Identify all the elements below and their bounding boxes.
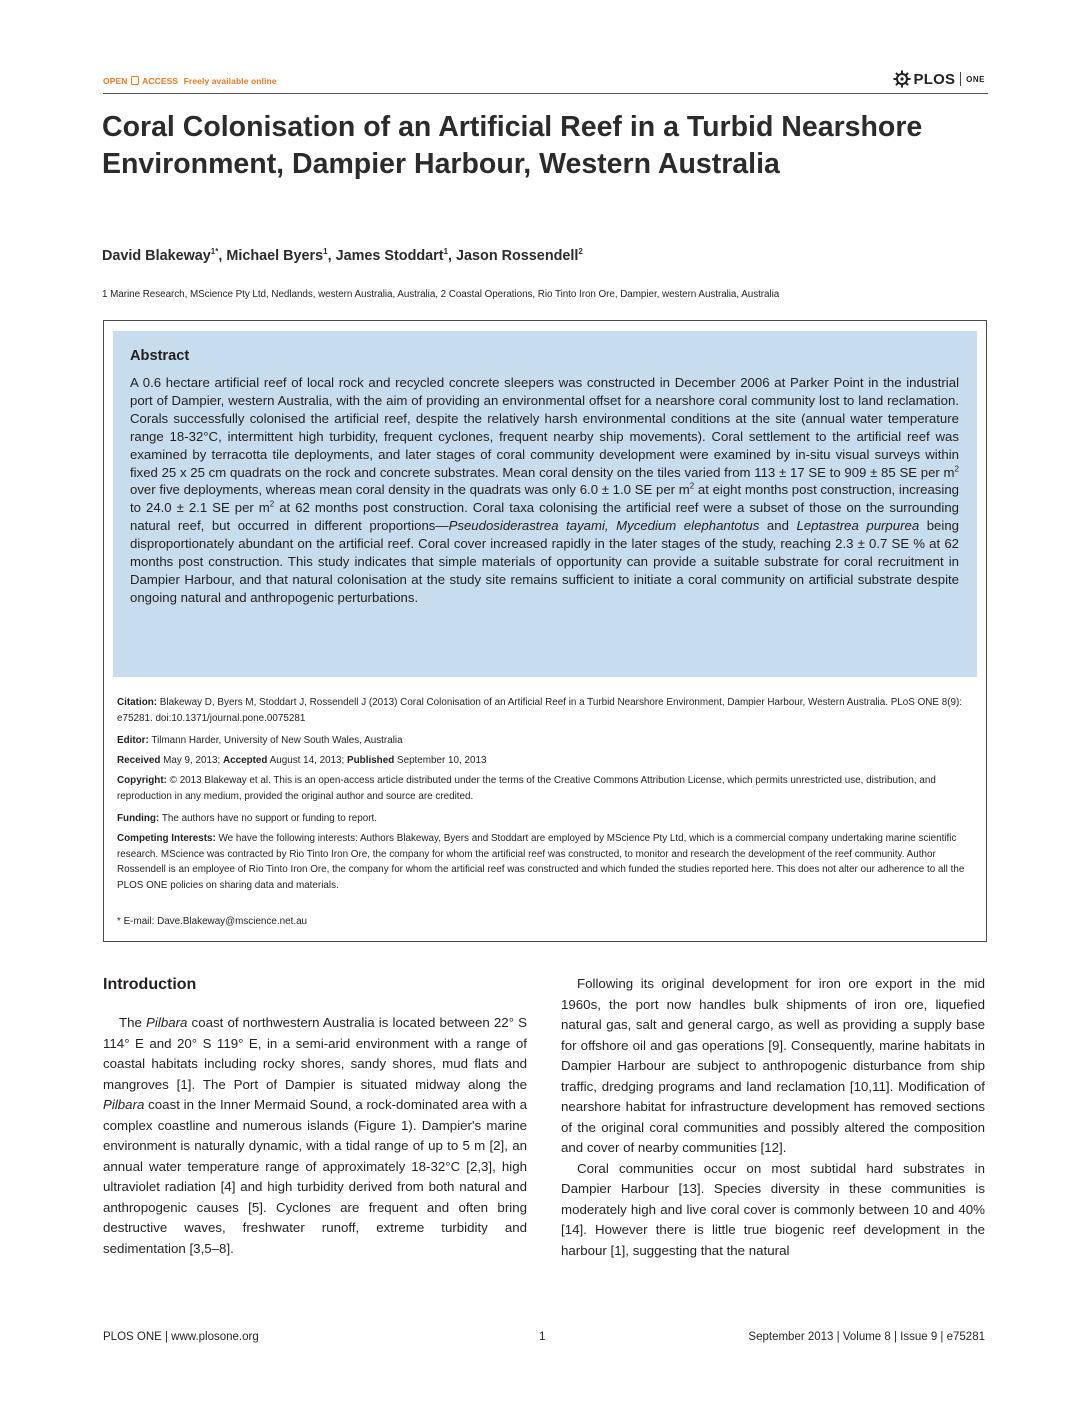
header-rule: [103, 93, 988, 94]
abstract-text: [130, 374, 959, 607]
accepted-date: August 14, 2013;: [269, 755, 345, 766]
citation-label: Citation:: [117, 697, 158, 708]
affiliations: 1 Marine Research, MScience Pty Ltd, Nedlands, western Australia, Australia, 2 Coastal Operations, Rio Tinto Iron Ore, Dampier, western Australia, Australia: [102, 289, 780, 300]
abstract-segment: at 62 months post construction. Coral taxa colonising the artificial reef were a subset of those on the surrounding natural reef, but occurred in different proportions—: [130, 500, 959, 534]
article-title: Coral Colonisation of an Artificial Reef in a Turbid Nearshore Environment, Dampier Harbour, Western Australia: [102, 111, 923, 180]
intro-left-column: [103, 1013, 527, 1259]
superscript: 2: [954, 464, 959, 474]
received-date: May 9, 2013;: [163, 755, 221, 766]
intro-paragraph: Coral communities occur on most subtidal hard substrates in Dampier Harbour [13]. Species diversity in these communities is moderately high and live coral cover is commonly between 10 and 40% [14]. However there is little true biogenic reef development in the harbour [1], suggesting that the natural: [561, 1160, 985, 1258]
author-separator: ,: [327, 248, 336, 264]
copyright-text: © 2013 Blakeway et al. This is an open-access article distributed under the terms of the Creative Commons Attribution License, which permits unrestricted use, distribution, and reproduction in any medium, provided the original author and source are credited.: [117, 775, 936, 802]
italic-term: Pilbara: [146, 1015, 188, 1030]
text-segment: coast in the Inner Mermaid Sound, a rock-dominated area with a complex coastline and numerous islands (Figure 1). Dampier's marine environment is naturally dynamic, with a tidal range of up to 5 m [2], an annual water temperature range of approximately 18-32°C [2,3], high ultraviolet radiation [4] and high turbidity derived from both natural and anthropogenic causes [5]. Cyclones are frequent and often bring destructive waves, freshwater runoff, extreme turbidity and sedimentation [3,5–8].: [103, 1097, 527, 1256]
species-name: Leptastrea purpurea: [796, 518, 920, 534]
email-label: * E-mail:: [117, 916, 155, 927]
italic-term: Pilbara: [103, 1097, 145, 1112]
page-number: 1: [539, 1331, 546, 1343]
open-lock-icon: [131, 76, 139, 85]
intro-right-column: [561, 974, 985, 1261]
author-separator: ,: [218, 248, 227, 264]
abstract-heading: Abstract: [130, 348, 190, 364]
citation: [117, 695, 970, 726]
editor: [117, 733, 970, 749]
open-label: OPEN: [103, 76, 128, 86]
superscript: 2: [689, 482, 695, 492]
abstract-segment: and: [759, 518, 797, 534]
copyright: [117, 773, 970, 804]
accepted-label: Accepted: [222, 755, 268, 766]
editor-label: Editor:: [117, 735, 149, 746]
introduction-heading: Introduction: [103, 976, 197, 993]
species-names: Pseudosiderastrea tayami, Mycedium elephantotus: [448, 518, 760, 534]
author-name: David Blakeway: [102, 248, 211, 264]
plos-logo-icon: [893, 70, 911, 88]
author-list: [102, 247, 583, 264]
funding-label: Funding:: [117, 813, 160, 824]
copyright-label: Copyright:: [117, 775, 167, 786]
author-name: Michael Byers: [226, 248, 324, 264]
abstract-segment: A 0.6 hectare artificial reef of local rock and recycled concrete sleepers was constructed in December 2006 at Parker Point in the industrial port of Dampier, western Australia, with the aim of providing an environmental offset for a nearshore coral community lost to land reclamation. Corals successfully colonised the artificial reef, despite the relatively harsh environmental conditions at the site (annual water temperature range 18-32°C, intermittent high turbidity, frequent cyclones, frequent nearby ship movements). Coral settlement to the artificial reef was examined by terracotta tile deployments, and later stages of coral community development were examined by in-situ visual surveys within fixed 25 x 25 cm quadrats on the rock and concrete substrates. Mean coral density on the tiles varied from 113 ± 17 SE to 909 ± 85 SE per m: [130, 375, 959, 480]
logo-separator: [960, 72, 961, 86]
plos-word: PLOS: [913, 70, 956, 88]
footer-issue: September 2013 | Volume 8 | Issue 9 | e75281: [748, 1331, 985, 1343]
freely-available-label: Freely available online: [183, 76, 277, 86]
funding: [117, 811, 970, 827]
author-separator: ,: [448, 248, 457, 264]
email-address: Dave.Blakeway@mscience.net.au: [157, 916, 308, 927]
superscript: 2: [269, 499, 275, 509]
abstract-segment: at eight months post construction, increasing to 24.0 ± 2.1 SE per m: [130, 482, 959, 516]
editor-text: Tilmann Harder, University of New South Wales, Australia: [151, 735, 403, 746]
intro-paragraph: Following its original development for iron ore export in the mid 1960s, the port now handles bulk shipments of iron ore, liquefied natural gas, salt and general cargo, as well as providing a supply base for offshore oil and gas operations [9]. Consequently, marine habitats in Dampier Harbour are subject to anthropogenic disturbance from ship traffic, dredging programs and land reclamation [10,11]. Modification of nearshore habitat for infrastructure development has removed sections of the original coral communities and possibly altered the composition and cover of nearby communities [12].: [561, 976, 985, 1155]
dates: [117, 753, 970, 769]
author-affiliation-mark: 1: [323, 247, 328, 256]
intro-paragraph: [103, 1013, 527, 1259]
abstract-segment: over five deployments, whereas mean coral density in the quadrats was only 6.0 ± 1.0 SE per m: [130, 482, 690, 498]
author-affiliation-mark: 2: [578, 247, 583, 256]
text-segment: The: [119, 1015, 147, 1030]
author-name: Jason Rossendell: [456, 248, 579, 264]
competing-label: Competing Interests:: [117, 833, 216, 844]
received-label: Received: [117, 755, 161, 766]
one-word: ONE: [966, 74, 985, 84]
open-access-badge: [103, 76, 277, 86]
abstract-segment: being disproportionately abundant on the artificial reef. Coral cover increased rapidly in the later stages of the study, reaching 2.3 ± 0.7 SE % at 62 months post construction. This study indicates that simple materials of opportunity can provide a suitable substrate for coral recruitment in Dampier Harbour, and that natural colonisation at the study site remains sufficient to initiate a coral community on artificial substrate despite ongoing natural and anthropogenic perturbations.: [130, 518, 959, 605]
corresponding-email: [117, 914, 970, 930]
citation-text: Blakeway D, Byers M, Stoddart J, Rossendell J (2013) Coral Colonisation of an Artificial Reef in a Turbid Nearshore Environment, Dampier Harbour, Western Australia. PLoS ONE 8(9): e75281. doi:10.1371/journal.pone.0075281: [117, 697, 963, 724]
competing-interests: [117, 831, 970, 893]
published-date: September 10, 2013: [396, 755, 487, 766]
text-segment: coast of northwestern Australia is located between 22° S 114° E and 20° S 119° E, in a semi-arid environment with a range of coastal habitats including rocky shores, sandy shores, mud flats and mangroves [1]. The Port of Dampier is situated midway along the: [103, 1015, 528, 1092]
author-name: James Stoddart: [335, 248, 444, 264]
author-affiliation-mark: 1: [443, 247, 449, 256]
funding-text: The authors have no support or funding to report.: [161, 813, 378, 824]
author-affiliation-mark: 1*: [210, 247, 219, 256]
plos-one-logo: [893, 70, 985, 88]
published-label: Published: [347, 755, 395, 766]
access-label: ACCESS: [142, 76, 179, 86]
footer-journal: PLOS ONE | www.plosone.org: [103, 1331, 259, 1343]
competing-text: We have the following interests: Authors Blakeway, Byers and Stoddart are employed by MScience Pty Ltd, which is a commercial company undertaking marine scientific research. MScience was contracted by Rio Tinto Iron Ore, the company for whom the artificial reef was constructed, to monitor and research the development of the reef community. Author Rossendell is an employee of Rio Tinto Iron Ore, the company for whom the artificial reef was constructed and which funded the studies reported here. This does not alter our adherence to all the PLOS ONE policies on sharing data and materials.: [117, 833, 965, 891]
